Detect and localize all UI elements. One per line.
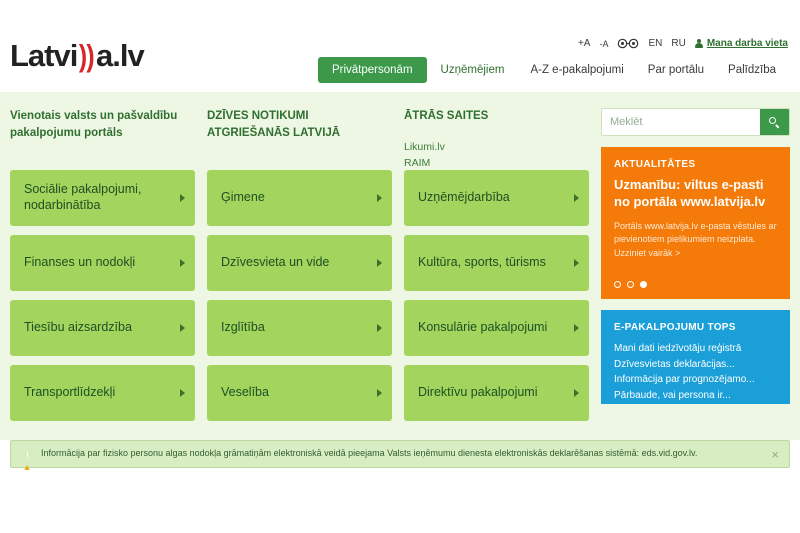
search-button[interactable] (760, 109, 789, 135)
chevron-right-icon (377, 194, 382, 202)
tile-label: Dzīvesvieta un vide (221, 255, 330, 270)
tile-konsularie-pakalpojumi[interactable] (404, 300, 589, 356)
person-icon (695, 39, 704, 49)
chevron-right-icon (574, 194, 579, 202)
tile-kultura-sports-turisms[interactable] (404, 235, 589, 291)
tile-label: Uzņēmējdarbība (418, 190, 510, 205)
chevron-right-icon (574, 259, 579, 267)
quick-link-likumi[interactable]: Likumi.lv (404, 141, 445, 153)
logo-text-1: Latvi (10, 38, 78, 73)
logo-swoosh-icon: )) (79, 38, 95, 73)
main-navigation (318, 57, 788, 83)
tile-direktivu-pakalpojumi[interactable] (404, 365, 589, 421)
nav-item-az-epakalpojumi[interactable]: A-Z e-pakalpojumi (530, 64, 624, 76)
tile-column-1 (10, 170, 195, 430)
quick-link-raim[interactable]: RAIM (404, 157, 431, 170)
tile-label: Veselība (221, 385, 269, 400)
tile-label: Ģimene (221, 190, 265, 205)
news-promo-banner[interactable] (601, 147, 790, 299)
tile-label: Konsulārie pakalpojumi (418, 320, 548, 335)
column1-heading: Vienotais valsts un pašvaldību pakalpojumu portāls (10, 110, 178, 139)
utility-bar (578, 38, 788, 49)
tile-label: Sociālie pakalpojumi, nodarbinātība (24, 182, 142, 212)
eservice-link-2[interactable]: Dzīvesvietas deklarācijas... (614, 358, 735, 370)
promo-text: Portāls www.latvija.lv e-pasta vēstules ar pievienotiem pielikumiem neizplata. Uzziniet vairāk > (614, 220, 777, 258)
carousel-dot-1[interactable] (614, 281, 621, 288)
carousel-dot-3[interactable] (640, 281, 647, 288)
font-decrease-button[interactable]: -A (599, 38, 609, 49)
chevron-right-icon (180, 194, 185, 202)
eservices-top-list (614, 341, 777, 403)
notice-text: Informācija par fizisko personu algas nodokļa grāmatiņām elektroniskā veidā pieejama Valsts ieņēmumu dienesta elektroniskās deklarēšanas sistēmā: eds.vid.gov.lv. (41, 448, 698, 459)
nav-item-par-portalu[interactable]: Par portālu (647, 64, 705, 76)
tile-label: Finanses un nodokļi (24, 255, 136, 270)
search-icon (769, 117, 780, 128)
accessibility-glasses-icon[interactable] (617, 38, 639, 49)
column2-heading: DZĪVES NOTIKUMI ATGRIEŠANĀS LATVIJĀ (207, 110, 341, 139)
tile-label: Direktīvu pakalpojumi (418, 385, 538, 400)
carousel-dot-2[interactable] (627, 281, 634, 288)
chevron-right-icon (574, 324, 579, 332)
eservice-link-3[interactable]: Informācija par prognozējamo... (614, 374, 755, 385)
chevron-right-icon (180, 389, 185, 397)
site-logo[interactable] (10, 38, 144, 74)
nav-item-privatpersonam[interactable]: Privātpersonām (318, 57, 427, 83)
my-workplace-label: Mana darba vieta (706, 38, 788, 49)
chevron-right-icon (574, 389, 579, 397)
tile-label: Izglītība (221, 320, 265, 335)
search-input[interactable] (602, 109, 760, 135)
header (0, 0, 800, 92)
eservices-top-title: E-PAKALPOJUMU TOPS (614, 322, 736, 333)
logo-text-2: a.lv (96, 38, 144, 73)
my-workplace-link[interactable] (695, 38, 788, 49)
chevron-right-icon (377, 324, 382, 332)
lang-ru-link[interactable]: RU (671, 38, 686, 49)
main-content (0, 92, 800, 440)
chevron-right-icon (180, 259, 185, 267)
promo-title: Uzmanību: viltus e-pasti no portāla www.latvija.lv (614, 177, 766, 209)
nav-item-palidziba[interactable]: Palīdzība (728, 64, 776, 76)
lang-en-link[interactable]: EN (648, 38, 663, 49)
tile-label: Kultūra, sports, tūrisms (418, 255, 546, 270)
eservices-top-panel (601, 310, 790, 404)
chevron-right-icon (377, 389, 382, 397)
promo-kicker: AKTUALITĀTES (614, 159, 696, 170)
tile-finanses-un-nodokli[interactable] (10, 235, 195, 291)
tile-gimene[interactable] (207, 170, 392, 226)
eservice-link-4[interactable]: Pārbaude, vai persona ir... (614, 389, 731, 401)
page-footer (0, 470, 800, 533)
tile-socialie-pakalpojumi[interactable] (10, 170, 195, 226)
tile-uznemejdarbiba[interactable] (404, 170, 589, 226)
tile-tiesibu-aizsardziba[interactable] (10, 300, 195, 356)
tile-label: Transportlīdzekļi (24, 385, 116, 400)
tile-column-3 (404, 170, 589, 430)
tile-veseliba[interactable] (207, 365, 392, 421)
nav-item-uznemejiem[interactable]: Uzņēmējiem (440, 64, 505, 76)
tile-dzivesvieta-un-vide[interactable] (207, 235, 392, 291)
search-box (601, 108, 790, 136)
right-rail (601, 108, 790, 404)
column3-heading: ĀTRĀS SAITES (404, 110, 489, 122)
tile-transportlidzekli[interactable] (10, 365, 195, 421)
eservice-link-1[interactable]: Mani dati iedzīvotāju reģistrā (614, 343, 742, 354)
tile-izglitiba[interactable] (207, 300, 392, 356)
tile-label: Tiesību aizsardzība (24, 320, 132, 335)
chevron-right-icon (180, 324, 185, 332)
warning-icon (21, 448, 34, 460)
tile-column-2 (207, 170, 392, 430)
close-icon[interactable]: × (771, 446, 779, 462)
info-notice-bar (10, 440, 790, 468)
promo-carousel-dots (614, 281, 647, 288)
font-increase-button[interactable]: +A (577, 38, 591, 49)
chevron-right-icon (377, 259, 382, 267)
